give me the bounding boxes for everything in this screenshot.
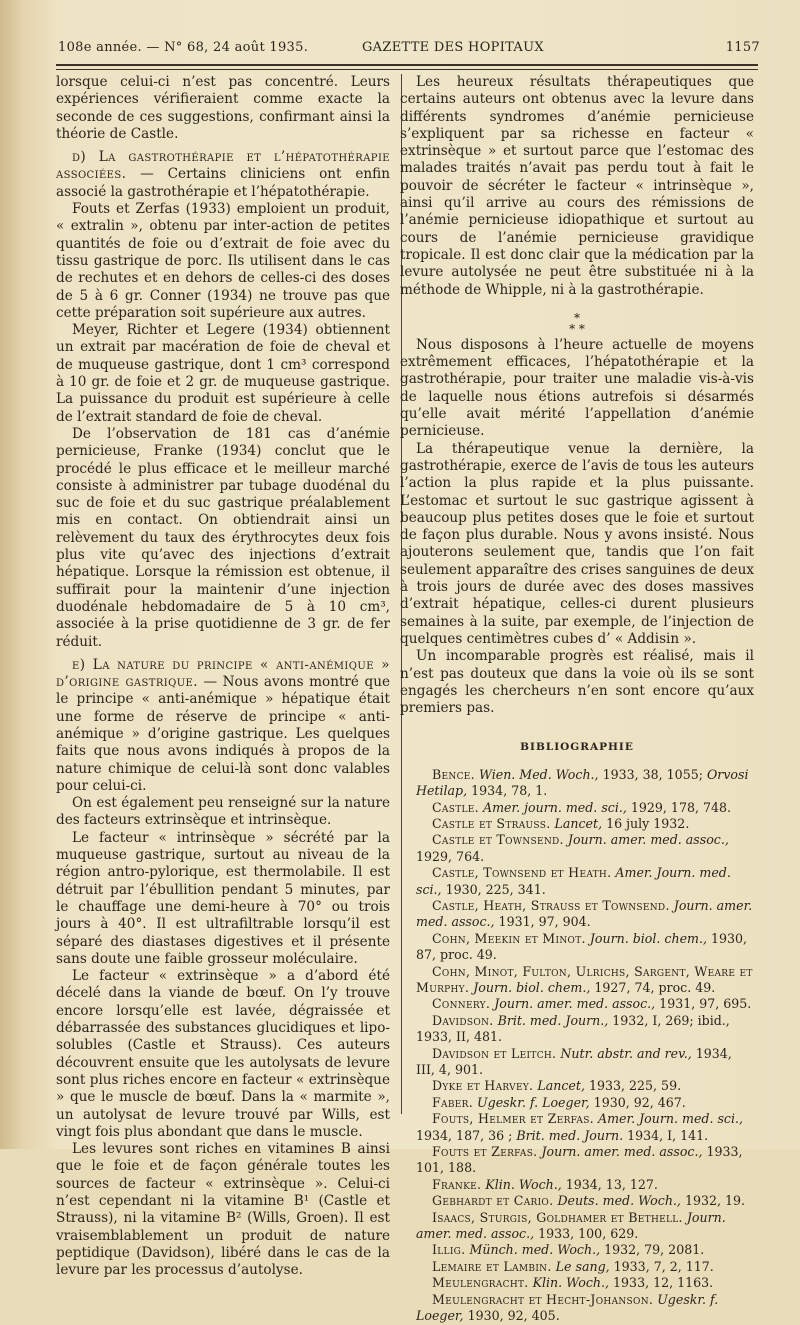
paragraph: De l’observation de 181 cas d’anémie pernicieuse, Franke (1934) conclut que le procédé le plus efficace et le meilleur marché consiste à administrer par tubage duodénal du suc de foie et du suc gastrique préalablement mis en contact. On obtiendrait ainsi un relèvement du taux des érythrocytes deux fois plus vite qu’avec des injections d’extrait hépatique. Lorsque la rémission est obtenue, il suffirait pour la maintenir d’une injection duodénale hebdomadaire de 5 à 10 cm³, associée à la prise quotidienne de 3 gr. de fer réduit. [56, 425, 390, 650]
reference-authors: Connery. [432, 996, 491, 1012]
reference-journal: Ugeskr. f. Loeger, [477, 1094, 590, 1110]
reference-details: 1934, III, 4, 901. [416, 1045, 732, 1077]
reference-details: 1929, 764. [416, 848, 485, 864]
reference-authors: Franke. [432, 1176, 482, 1192]
reference-details: 1933, 101, 188. [416, 1144, 743, 1176]
reference-details: 1933, 7, 2, 117. [609, 1258, 714, 1274]
reference-journal: Journ. amer. med. assoc., [567, 832, 729, 848]
reference-details: 1933, 100, 629. [534, 1226, 639, 1242]
reference-journal: Amer. Journ. med. sci., [598, 1111, 744, 1127]
reference-journal: Le sang, [555, 1258, 610, 1274]
reference-authors: Fouts, Helmer et Zerfas. [432, 1111, 594, 1127]
reference-item [400, 1193, 754, 1209]
reference-authors: Castle. [432, 799, 479, 815]
reference-authors: Davidson. [432, 1012, 494, 1028]
reference-journal: Deuts. med. Woch., [557, 1193, 681, 1209]
reference-details: 1932, 79, 2081. [600, 1242, 705, 1258]
reference-details: 1933, 38, 1055; [598, 766, 707, 782]
reference-details: 1933, 225, 59. [584, 1078, 682, 1094]
reference-details: 1929, 178, 748. [626, 799, 732, 815]
reference-details: 16 july 1932. [602, 815, 690, 831]
reference-journal: Brit. med. Journ. [516, 1127, 624, 1143]
reference-item [400, 767, 754, 800]
section-d-text: — Certains cliniciens ont enfin associé la gastrothérapie et l’hépatothérapie. [56, 166, 390, 200]
reference-details: 1931, 97, 695. [655, 996, 752, 1012]
reference-item [400, 996, 754, 1012]
reference-journal: Journ. biol. chem., [473, 979, 591, 995]
bibliography-list [400, 767, 754, 1325]
paragraph: Les heureux résultats thérapeutiques que certains auteurs ont obtenus avec la levure dans différents syndromes d’anémie pernicieuse s’expliquent par sa richesse en facteur « extrinsèque » et surtout parce que l’estomac des malades traités n’avait pas perdu tout à fait le pouvoir de sécréter le facteur « intrinsèque », ainsi qu’il arrive au cours des rémissions de l’anémie pernicieuse idiopathique et surtout au cours de l’anémie pernicieuse gravidique tropicale. Il est donc clair que la médication par la levure autolysée ne peut être substituée ni à la méthode de Whipple, ni à la gastrothérapie. [400, 74, 754, 298]
header-rule-thick [56, 64, 758, 66]
section-e-heading: e) La nature du principe « anti-anémique » d’origine gastrique. [56, 656, 390, 691]
reference-authors: Castle, Heath, Strauss et Townsend. [432, 897, 670, 913]
paragraph: Meyer, Richter et Legere (1934) obtiennent un extrait par macération de foie de cheval et de muqueuse gastrique, dont 1 cm³ correspond à 10 gr. de foie et 2 gr. de muqueuse gastrique. La puissance du produit est supérieure à celle de l’extrait standard de foie de cheval. [56, 322, 390, 425]
reference-journal: Nutr. abstr. and rev., [560, 1045, 692, 1061]
reference-item [400, 1111, 754, 1144]
left-column [56, 74, 390, 1279]
page-number: 1157 [725, 40, 760, 55]
reference-item [400, 931, 754, 964]
reference-details: 1930, 87, proc. 49. [416, 930, 748, 963]
reference-details: 1932, I, 269; ibid., 1933, II, 481. [416, 1012, 730, 1045]
reference-authors: Isaacs, Sturgis, Goldhamer et Bethell. [432, 1209, 683, 1225]
reference-item [400, 865, 754, 898]
reference-journal: Journ. amer. med. assoc., [416, 1209, 726, 1242]
issue-info: 108e année. — N° 68, 24 août 1935. [58, 40, 309, 55]
reference-item [400, 1292, 754, 1325]
reference-authors: Meulengracht et Hecht-Johanson. [432, 1291, 654, 1307]
reference-journal: Journ. amer. med. assoc., [494, 996, 656, 1012]
reference-authors: Bence. [432, 766, 475, 782]
reference-item [400, 816, 754, 832]
paragraph: lorsque celui-ci n’est pas concentré. Leurs expériences vérifieraient comme exacte la seconde de ces suggestions, confirmant ainsi la théorie de Castle. [56, 74, 390, 142]
reference-journal: Amer. journ. med. sci., [482, 799, 627, 815]
reference-authors: Cohn, Meekin et Minot. [432, 930, 586, 946]
reference-item [400, 1095, 754, 1111]
reference-authors: Illig. [432, 1242, 466, 1258]
reference-journal: Münch. med. Woch., [469, 1242, 601, 1258]
reference-item [400, 832, 754, 865]
reference-item [400, 1046, 754, 1079]
bibliography-heading: BIBLIOGRAPHIE [520, 741, 634, 754]
right-column [400, 74, 754, 1325]
reference-details: 1930, 92, 467. [589, 1094, 686, 1110]
reference-authors: Dyke et Harvey. [432, 1078, 534, 1094]
reference-details: 1932, 19. [680, 1193, 746, 1209]
reference-authors: Cohn, Minot, Fulton, Ulrichs, Sargent, Weare et Murphy. [416, 963, 753, 995]
reference-item [400, 1275, 754, 1291]
reference-item [400, 800, 754, 816]
header-rule-thin [56, 69, 758, 70]
reference-details: 1934, 187, 36 ; [416, 1127, 517, 1143]
reference-details: 1934, 13, 127. [561, 1176, 658, 1192]
reference-details: 1930, 92, 405. [463, 1308, 560, 1324]
separator-stars-bottom: * * [569, 321, 585, 336]
reference-authors: Castle, Townsend et Heath. [432, 865, 612, 881]
reference-item [400, 964, 754, 997]
paragraph: Le facteur « intrinsèque » sécrété par la muqueuse gastrique, surtout au niveau de la région antro-pylorique, est thermolabile. Il est détruit par l’ébullition pendant 5 minutes, par le chauffage une demi-heure à 70° ou trois jours à 40°. Il est ultrafiltrable lorsqu’il est séparé des diastases digestives et il présente sans doute une faible grosseur moléculaire. [56, 829, 390, 967]
separator-star-top: * [574, 310, 580, 325]
paragraph: On est également peu renseigné sur la nature des facteurs extrinsèque et intrinsèque. [56, 795, 390, 829]
reference-journal: Journ. amer. med. assoc., [541, 1144, 703, 1160]
paragraph: La thérapeutique venue la dernière, la gastrothérapie, exerce de l’avis de tous les auteurs l’action la plus rapide et la plus puissante. L’estomac et surtout le suc gastrique agissent à beaucoup plus petites doses que le foie et surtout de façon plus durable. Nous y avons insisté. Nous ajouterons seulement que, tandis que l’on fait seulement apparaître des crises sanguines de deux à trois jours de durée avec des doses massives d’extrait hépatique, celles-ci durent plusieurs semaines à la suite, par exemple, de l’injection de quelques centimètres cubes d’ « Addisin ». [400, 440, 754, 647]
reference-details: 1933, 12, 1163. [609, 1275, 714, 1291]
reference-details: 1927, 74, proc. 49. [590, 979, 716, 995]
reference-authors: Fouts et Zerfas. [432, 1144, 538, 1160]
reference-authors: Castle et Townsend. [432, 832, 564, 848]
reference-item [400, 898, 754, 931]
paragraph: Les levures sont riches en vitamines B ainsi que le foie et de façon générale toutes les sources de facteur « extrinsèque ». Celui-ci n’est cependant ni la vitamine B¹ (Castle et Strauss), ni la vitamine B² (Wills, Groen). Il est vraisemblablement un produit de nature peptidique (Davidson), libéré dans le cas de la levure par les processus d’autolyse. [56, 1141, 390, 1279]
running-header [44, 36, 760, 58]
section-e-text: — Nous avons montré que le principe « anti-anémique » hépatique était une forme de réserve de principe « anti-anémique » d’origine gastrique. Les quelques faits que nous avons indiqués à propos de la nature chimique de celui-là sont donc valables pour celui-ci. [56, 674, 390, 794]
reference-journal: Klin. Woch., [485, 1176, 562, 1192]
reference-details: 1934, I, 141. [623, 1127, 709, 1143]
reference-journal: Brit. med. Journ., [497, 1012, 609, 1028]
reference-item [400, 1078, 754, 1094]
reference-authors: Davidson et Leitch. [432, 1045, 557, 1061]
section-separator [400, 310, 754, 336]
reference-item [400, 1210, 754, 1243]
section-d-heading: d) La gastrothérapie et l’hépatothérapie associées. [56, 149, 390, 183]
reference-journal: Amer. Journ. med. sci., [416, 865, 731, 897]
reference-details: 1930, 225, 341. [441, 881, 546, 897]
reference-journal: Klin. Woch., [532, 1275, 610, 1291]
reference-journal: Orvosi Hetilap, [416, 766, 749, 799]
paragraph: Fouts et Zerfas (1933) emploient un produit, « extralin », obtenu par inter-action de petites quantités de foie ou d’extrait de foie avec du tissu gastrique de porc. Ils utilisent dans le cas de rechutes et en dehors de celles-ci des doses de 5 à 6 gr. Conner (1934) ne trouve pas que cette préparation soit supérieure aux autres. [56, 201, 390, 321]
reference-authors: Meulengracht. [432, 1275, 529, 1291]
reference-item [400, 1013, 754, 1046]
reference-details: 1931, 97, 904. [494, 914, 591, 930]
reference-item [400, 1177, 754, 1193]
paragraph: Un incomparable progrès est réalisé, mais il n’est pas douteux que dans la voie où ils se sont engagés les chercheurs n’en sont encore qu’aux premiers pas. [400, 648, 754, 717]
reference-authors: Castle et Strauss. [432, 815, 551, 831]
section-e [56, 657, 390, 795]
reference-journal: Wien. Med. Woch., [478, 766, 599, 782]
reference-journal: Journ. amer. med. assoc., [416, 897, 753, 930]
reference-authors: Faber. [432, 1094, 474, 1110]
reference-authors: Lemaire et Lambin. [432, 1258, 552, 1274]
section-d [56, 149, 390, 201]
reference-details: 1934, 78, 1. [467, 783, 548, 799]
reference-journal: Lancet, [537, 1078, 585, 1094]
reference-item [400, 1259, 754, 1275]
reference-journal: Ugeskr. f. Loeger, [416, 1291, 719, 1324]
journal-title: GAZETTE DES HOPITAUX [362, 40, 544, 55]
reference-journal: Journ. biol. chem., [589, 930, 707, 946]
reference-authors: Gebhardt et Cario. [432, 1193, 554, 1209]
reference-journal: Lancet, [554, 815, 603, 831]
reference-item [400, 1242, 754, 1258]
paragraph: Nous disposons à l’heure actuelle de moyens extrêmement efficaces, l’hépatothérapie et la gastrothérapie, pour traiter une maladie vis-à-vis de laquelle nous étions autrefois si désarmés qu’elle avait mérité l’appellation d’anémie pernicieuse. [400, 336, 754, 440]
paragraph: Le facteur « extrinsèque » a d’abord été décelé dans la viande de bœuf. On l’y trouve encore lorsqu’elle est lavée, dégraissée et débarrassée des substances glucidiques et lipo-solubles (Castle et Strauss). Ces auteurs découvrent ensuite que les autolysats de levure sont plus riches encore en facteur « extrinsèque » que le muscle de bœuf. Dans la « marmite », un autolysat de levure trouvé par Wills, est vingt fois plus abondant que dans le muscle. [56, 968, 390, 1140]
